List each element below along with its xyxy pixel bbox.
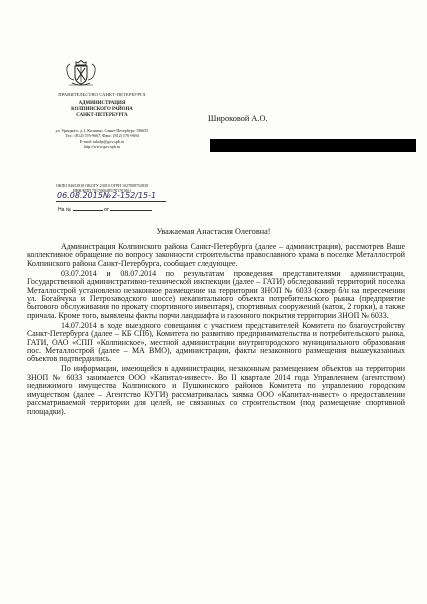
reference-number-blank (73, 210, 103, 211)
registration-underline (56, 201, 166, 202)
letter-body (27, 243, 405, 416)
reference-date-label: от (103, 207, 109, 213)
government-title: ПРАВИТЕЛЬСТВО САНКТ-ПЕТЕРБУРГА (58, 92, 146, 97)
address-block (38, 128, 166, 149)
email-line: E-mail: tukolp@gov.spb.ru (79, 138, 125, 144)
coat-of-arms-icon (64, 58, 98, 88)
registration-number: 2-152/15-1 (112, 191, 157, 200)
website-line: http://www.gov.spb.ru (83, 143, 121, 149)
registration-date: 06.08.2015 (57, 191, 103, 200)
reference-date-blank (110, 210, 152, 211)
body-paragraph: 03.07.2014 и 08.07.2014 по результатам проведения представителями администрации, Государственной административно-технической инспекции (далее – ГАТИ) обследований территорий поселка Металлострой установлено незаконное размещение на территории ЗНОП № 6033 (сквер б/н на пересечении ул. Богайчука и Петрозаводского шоссе) некапитального объекта потребительского рынка (предприятие бытового обслуживания по прокату спортивного инвентаря), спортивных сооружений (каток, 2 горки), а также причала. Кроме того, выявлены факты порчи ландшафта и газонного покрытия территории ЗНОП № 6033. (27, 268, 405, 320)
body-paragraph: По информации, имеющейся в администрации, незаконным размещением объектов на территории ЗНОП № 6033 занимается ООО «Капитал-инвест». Во II квартале 2014 года Управлением (агентством) недвижимого имущества Колпинского и Пушкинского районов Комитета по управлению городским имуществом (далее – Агентство КУГИ) рассматривалась заявка ООО «Капитал-инвест» о предоставлении рассматриваемой территории для целей, не связанных со строительством (под размещение спортивной площадки). (27, 364, 405, 416)
reference-line (58, 207, 152, 213)
codes-line: ОКПО 84652818 ОКОГУ 23010 ОГРН 1027808752839 (55, 183, 149, 188)
body-paragraph: 14.07.2014 в ходе выездного совещания с участием представителей Комитета по благоустройству Санкт-Петербурга (далее – КБ СПб), Комитета по развитию предпринимательства и потребительского рынка, ГАТИ, ОАО «СПП «Колпинское», местной администрации внутригородского муниципального образования пос. Металлострой (далее – МА ВМО), администрации, факты незаконного размещения вышеуказанных объектов подтвердились. (27, 320, 405, 364)
administration-title (38, 101, 166, 119)
reference-number-label: На № (58, 207, 72, 213)
phone-line: Тел.: (812) 576-9667, Факс: (812) 576-9694 (65, 133, 139, 139)
registration-number-prefix: № (103, 191, 112, 200)
administration-line: КОЛПИНСКОГО РАЙОНА (71, 106, 133, 112)
administration-line: АДМИНИСТРАЦИЯ (78, 101, 126, 106)
redacted-address (210, 139, 416, 152)
address-line: ул. Урицкого, д.1, Колпино, Санкт-Петербург, 196655 (55, 128, 149, 133)
greeting: Уважаемая Анастасия Олеговна! (156, 227, 271, 236)
codes-line: ИНН/КПП 7817006485/781701001 (72, 188, 132, 194)
body-paragraph: Администрация Колпинского района Санкт-Петербурга (далее – администрация), рассмотрев Ваше коллективное обращение по вопросу законности строительства православного храма в поселке Металлострой Колпинского района Санкт-Петербурга, сообщает следующее. (27, 242, 405, 268)
administration-line: САНКТ-ПЕТЕРБУРГА (76, 112, 128, 118)
recipient-name: Широковой А.О. (208, 114, 268, 123)
